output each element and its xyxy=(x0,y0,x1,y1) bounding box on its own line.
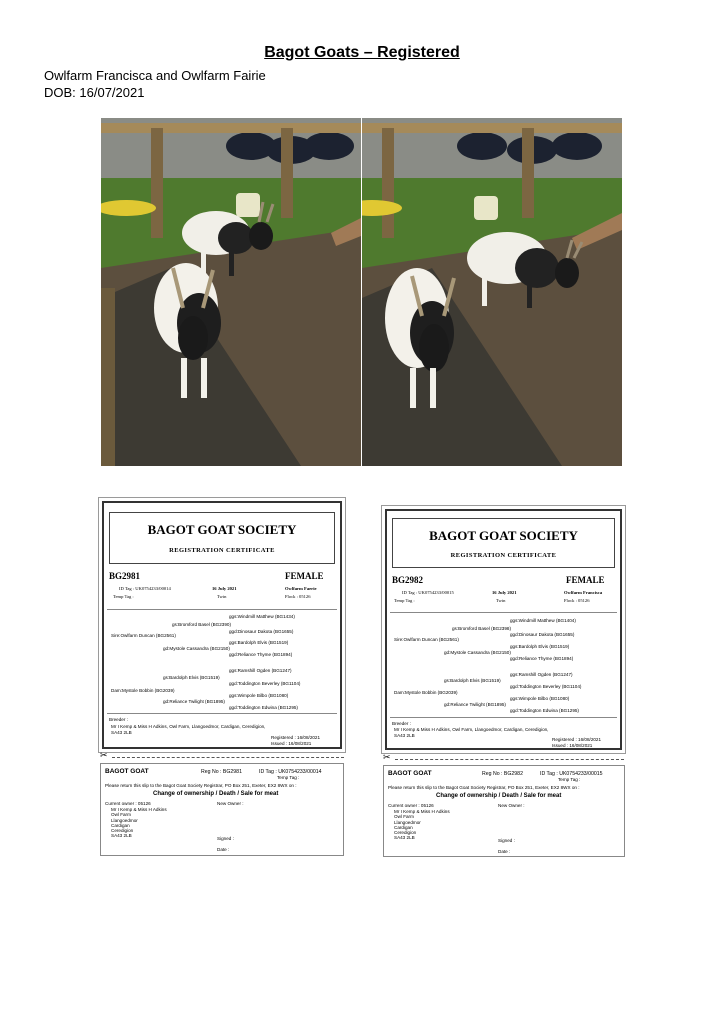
scissors-icon: ✂ xyxy=(100,750,108,760)
pedigree-sire: Sire:Owlfarm Duncan (BG2561) xyxy=(394,637,459,642)
goats-photo-left xyxy=(101,118,361,466)
slip-temp-tag: Temp Tag : xyxy=(277,775,300,780)
slip-signed: Signed : xyxy=(498,838,515,843)
issued-date: Issued : 16/08/2021 xyxy=(552,743,593,748)
pedigree-ggs3: ggs:Ramshill Ogden (BG1247) xyxy=(510,672,573,677)
slip-temp-tag: Temp Tag : xyxy=(558,777,581,782)
slip-owner-address: Mr I Kemp & Miss H Adkins Owl Farm Llangoedmor Cardigan Ceredigion SA43 2LB xyxy=(111,807,167,839)
id-tag: ID Tag : UK0754233/00014 xyxy=(119,586,171,591)
slip-current-owner: Current owner : 05126 xyxy=(388,803,434,808)
goat-name: Owlfarm Faerie xyxy=(285,586,317,591)
pedigree-ggd4: ggd:Toddington Edwina (BG1295) xyxy=(510,708,579,713)
pedigree-ggs4: ggs:Wimpole Bilbo (BG1080) xyxy=(510,696,570,701)
reg-number: BG2982 xyxy=(392,575,424,585)
breeder-address: Mr I Kemp & Miss H Adkins, Owl Farm, Llangoedmor, Cardigan, Ceredigion, xyxy=(111,724,266,729)
registered-date: Registered : 16/08/2021 xyxy=(271,735,321,740)
pedigree-ggs1: ggs:Windmill Matthew (BG1404) xyxy=(510,618,576,623)
breeder-label: Breeder : xyxy=(109,717,128,722)
slip-new-owner: New Owner : xyxy=(217,801,244,806)
breeder-label: Breeder : xyxy=(392,721,411,726)
breeder-postcode: SA43 2LB xyxy=(111,730,132,735)
page-title: Bagot Goats – Registered xyxy=(264,44,460,61)
slip-return-text: Please return this slip to the Bagot Goat Society Registrar, PO Box 251, Exeter, EX2 8WX on : xyxy=(105,783,297,788)
birth-type: Twin xyxy=(496,598,506,603)
sex: FEMALE xyxy=(285,571,324,581)
breeder-address: Mr I Kemp & Miss H Adkins, Owl Farm, Llangoedmor, Cardigan, Ceredigion, xyxy=(394,727,549,732)
pedigree-gs2: gs:Bardolph Elvis (BG1519) xyxy=(163,675,220,680)
flock: Flock : 05126 xyxy=(285,594,311,599)
birth-date: 16 July 2021 xyxy=(492,590,517,595)
birth-type: Twin xyxy=(217,594,227,599)
birth-date: 16 July 2021 xyxy=(212,586,237,591)
slip-date: Date : xyxy=(217,847,230,852)
slip-heading: BAGOT GOAT xyxy=(388,770,432,777)
slip-date: Date : xyxy=(498,849,511,854)
slip-signed: Signed : xyxy=(217,836,234,841)
goats-photo-right xyxy=(362,118,622,466)
pedigree-gs2: gs:Bardolph Elvis (BG1519) xyxy=(444,678,501,683)
id-tag: ID Tag : UK0754233/00015 xyxy=(402,590,454,595)
breeder-postcode: SA43 2LB xyxy=(394,733,415,738)
scissors-icon: ✂ xyxy=(383,752,391,762)
pedigree-gs: gs:Bromford Basel (BG2398) xyxy=(452,626,511,631)
pedigree-ggd1: ggd:Dinosaur Dakota (BG1655) xyxy=(229,629,294,634)
slip-reg-no: Reg No : BG2982 xyxy=(482,771,523,777)
slip-options: Change of ownership / Death / Sale for meat xyxy=(153,791,279,797)
return-slip-bg2981 xyxy=(100,763,344,856)
registered-date: Registered : 16/08/2021 xyxy=(552,737,602,742)
pedigree-ggs2: ggs:Bardolph Elvis (BG1519) xyxy=(510,644,570,649)
certificate-bg2982 xyxy=(381,505,626,754)
pedigree-ggd2: ggd:Reliance Thyme (BG1894) xyxy=(510,656,574,661)
temp-tag: Temp Tag : xyxy=(113,594,134,599)
reg-number: BG2981 xyxy=(109,571,141,581)
sex: FEMALE xyxy=(566,575,605,585)
society-name: BAGOT GOAT SOCIETY xyxy=(429,528,578,543)
slip-options: Change of ownership / Death / Sale for meat xyxy=(436,793,562,799)
pedigree-ggs3: ggs:Ramshill Ogden (BG1247) xyxy=(229,668,292,673)
pedigree-dam: Dam:Mystole Bobbin (BG2039) xyxy=(394,690,458,695)
society-name: BAGOT GOAT SOCIETY xyxy=(147,522,297,537)
pedigree-ggd3: ggd:Toddington Beverley (BG1104) xyxy=(510,684,582,689)
return-slip-bg2982 xyxy=(383,765,625,857)
goat-name: Owlfarm Francisca xyxy=(564,590,603,595)
pedigree-ggs1: ggs:Windmill Matthew (BG1434) xyxy=(229,614,295,619)
certificate-subtitle: REGISTRATION CERTIFICATE xyxy=(169,547,275,554)
pedigree-gs: gs:Bromford Basel (BG2390) xyxy=(172,622,231,627)
pedigree-ggs2: ggs:Bardolph Elvis (BG1519) xyxy=(229,640,289,645)
certificate-subtitle: REGISTRATION CERTIFICATE xyxy=(450,552,557,559)
temp-tag: Temp Tag : xyxy=(394,598,415,603)
pedigree-ggd3: ggd:Toddington Beverley (BG1104) xyxy=(229,681,301,686)
slip-owner-address: Mr I Kemp & Miss H Adkins Owl Farm Llangoedmor Cardigan Ceredigion SA43 2LB xyxy=(394,809,450,841)
date-of-birth: DOB: 16/07/2021 xyxy=(44,85,145,100)
slip-id-tag: ID Tag : UK0754233/00014 xyxy=(259,769,322,775)
slip-current-owner: Current owner : 05126 xyxy=(105,801,151,806)
pedigree-sire: Sire:Owlfarm Duncan (BG2561) xyxy=(111,633,176,638)
society-header xyxy=(109,512,335,564)
pedigree-ggd2: ggd:Reliance Thyme (BG1894) xyxy=(229,652,293,657)
pedigree-ggs4: ggs:Wimpole Bilbo (BG1080) xyxy=(229,693,289,698)
certificate-bg2981 xyxy=(98,497,346,753)
pedigree-ggd4: ggd:Toddington Edwina (BG1295) xyxy=(229,705,298,710)
goat-names: Owlfarm Francisca and Owlfarm Fairie xyxy=(44,68,266,83)
pedigree-gd: gd:Mystole Cassandra (BG2150) xyxy=(163,646,230,651)
slip-return-text: Please return this slip to the Bagot Goat Society Registrar, PO Box 251, Exeter, EX2 8WX on : xyxy=(388,785,580,790)
slip-id-tag: ID Tag : UK0754233/00015 xyxy=(540,771,603,777)
flock: Flock : 05126 xyxy=(564,598,590,603)
slip-reg-no: Reg No : BG2981 xyxy=(201,769,242,775)
pedigree-gd2: gd:Reliance Twilight (BG1895) xyxy=(163,699,225,704)
pedigree-dam: Dam:Mystole Bobbin (BG2039) xyxy=(111,688,175,693)
pedigree-ggd1: ggd:Dinosaur Dakota (BG1655) xyxy=(510,632,575,637)
pedigree-gd2: gd:Reliance Twilight (BG1895) xyxy=(444,702,506,707)
society-header xyxy=(392,518,615,568)
issued-date: Issued : 16/08/2021 xyxy=(271,741,312,746)
pedigree-gd: gd:Mystole Cassandra (BG2150) xyxy=(444,650,511,655)
slip-heading: BAGOT GOAT xyxy=(105,768,149,775)
slip-new-owner: New Owner : xyxy=(498,803,525,808)
